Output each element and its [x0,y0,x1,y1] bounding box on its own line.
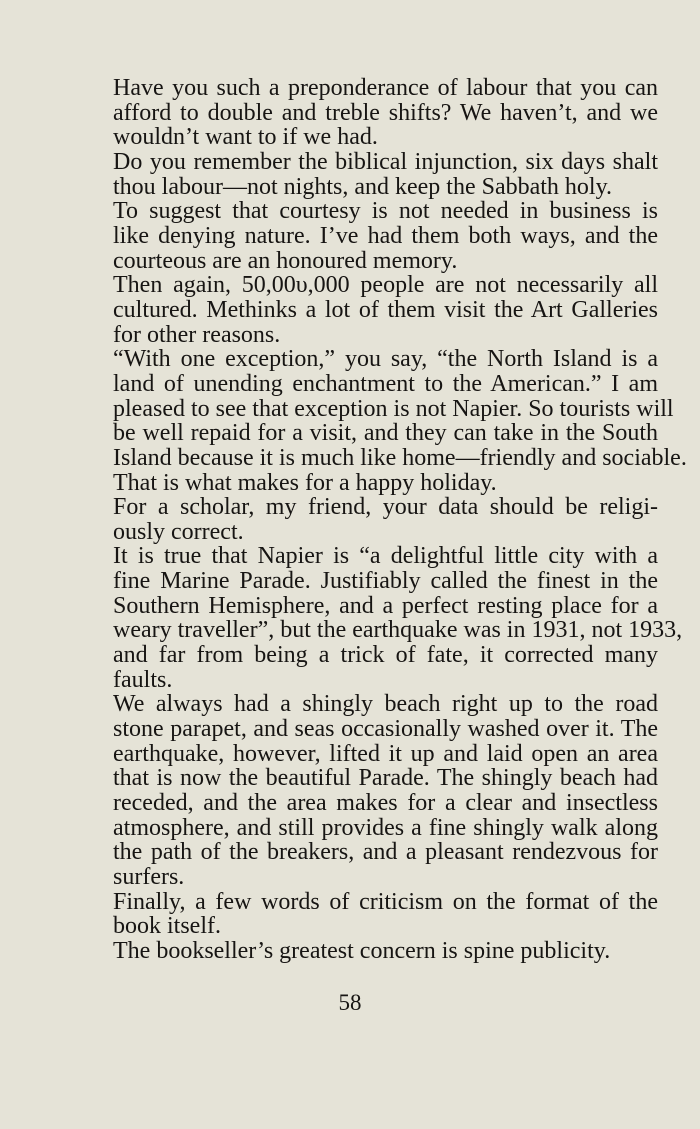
text-line: It is true that Napier is “a delightful little city with a [113,543,658,570]
text-line: To suggest that courtesy is not needed in business is [113,198,658,225]
body-text [88,75,687,964]
text-line: “With one exception,” you say, “the North Island is a [113,346,658,373]
text-line: That is what makes for a happy holiday. [113,469,497,496]
page-number: 58 [338,990,362,1015]
text-line: courteous are an honoured memory. [113,247,458,274]
text-line: weary traveller”, but the earthquake was in 1931, not 1933, [113,617,683,644]
text-line: atmosphere, and still provides a fine shingly walk along [113,814,658,841]
paragraph [88,273,658,347]
text-line: book itself. [113,913,221,940]
text-line: The bookseller’s greatest concern is spine publicity. [113,937,611,964]
text-line: Have you such a preponderance of labour that you can [113,75,658,101]
text-line: cultured. Methinks a lot of them visit the Art Galleries [113,296,658,323]
text-line: for other reasons. [113,321,281,348]
text-line: fine Marine Parade. Justifiably called the finest in the [113,568,658,595]
paragraph [88,890,658,939]
text-line: thou labour—not nights, and keep the Sabbath holy. [113,173,613,200]
text-line: For a scholar, my friend, your data should be religi- [113,494,658,521]
text-line: surfers. [113,864,185,890]
text-line: afford to double and treble shifts? We haven’t, and we [113,99,658,126]
paragraph [88,150,658,199]
paragraph [88,199,658,273]
text-line: and far from being a trick of fate, it corrected many [113,642,658,669]
text-line: stone parapet, and seas occasionally washed over it. The [113,716,658,743]
paragraph [88,495,658,544]
text-line: pleased to see that exception is not Napier. So tourists will [113,395,674,422]
text-line: that is now the beautiful Parade. The shingly beach had [113,765,658,792]
paragraph [88,543,683,693]
text-line: be well repaid for a visit, and they can take in the South [113,420,658,447]
text-line: like denying nature. I’ve had them both ways, and the [113,222,658,249]
text-line: Southern Hemisphere, and a perfect resting place for a [113,592,658,619]
text-line: faults. [113,666,173,693]
paragraph [88,939,658,964]
text-line: wouldn’t want to if we had. [113,124,378,151]
text-line: the path of the breakers, and a pleasant rendezvous for [113,839,658,866]
text-line: Finally, a few words of criticism on the format of the [113,888,658,915]
text-line: Island because it is much like home—friendly and sociable. [113,444,687,471]
text-line: receded, and the area makes for a clear and insectless [113,790,658,817]
text-line: Then again, 50,00υ,000 people are not necessarily all [113,272,658,299]
text-line: ously correct. [113,518,244,545]
paragraph [88,692,658,889]
text-line: We always had a shingly beach right up to the road [113,691,658,718]
paragraph [88,346,687,496]
text-line: land of unending enchantment to the American.” I am [113,370,658,397]
text-line: Do you remember the biblical injunction, six days shalt [113,148,658,175]
paragraph [88,76,658,150]
text-line: earthquake, however, lifted it up and laid open an area [113,740,658,767]
